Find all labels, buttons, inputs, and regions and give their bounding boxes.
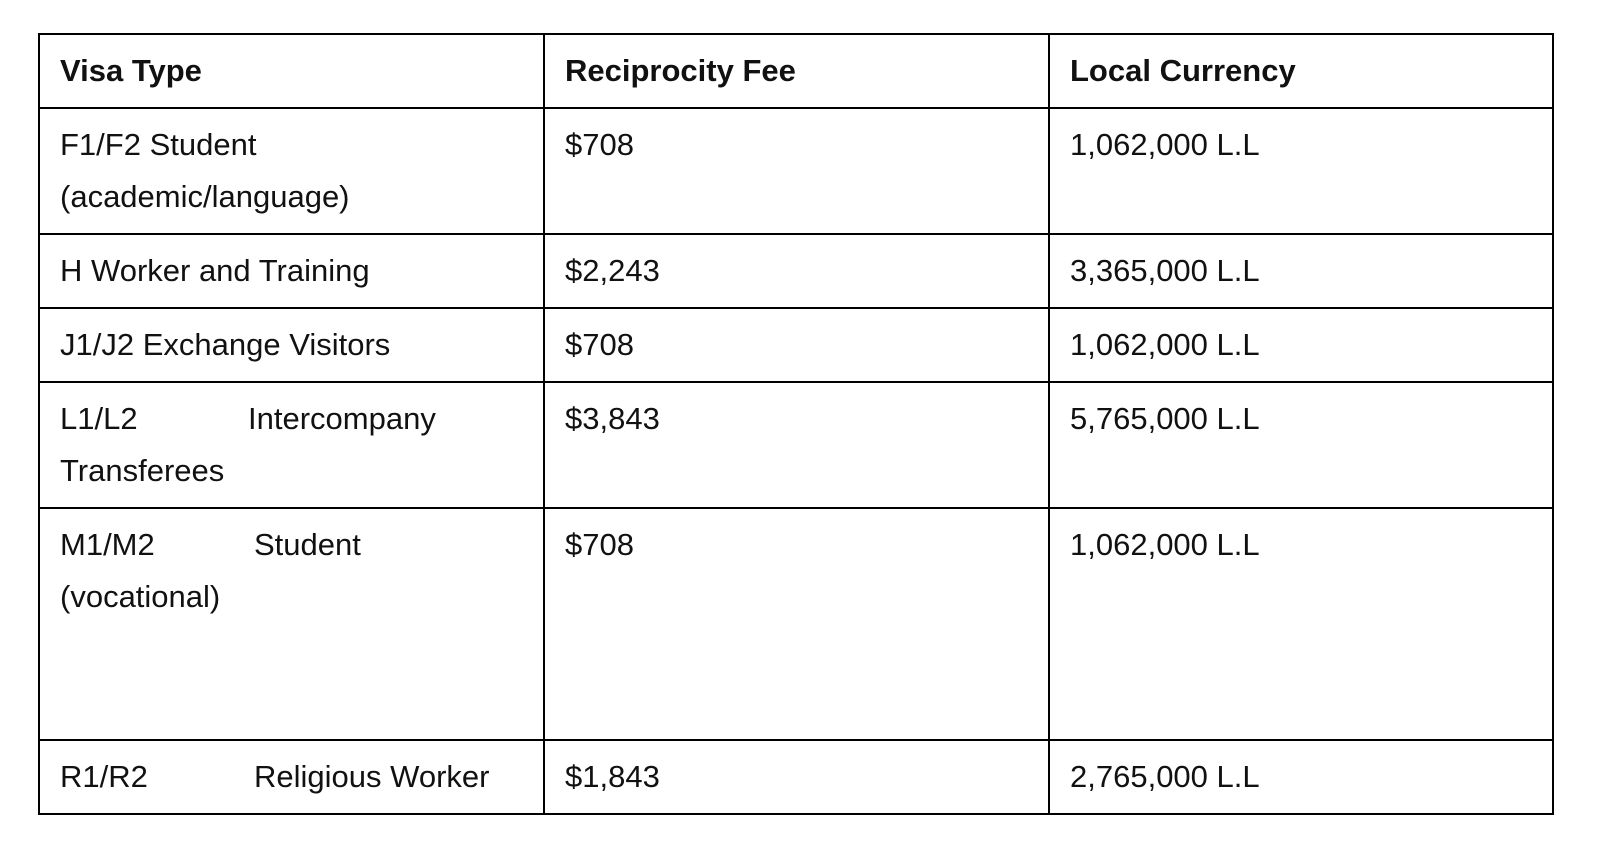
table-row [39, 508, 1553, 740]
reciprocity-fee-cell: $708 [544, 108, 1049, 234]
visa-description: Religious Worker [254, 759, 490, 794]
visa-type-line1 [60, 393, 523, 445]
reciprocity-fee-cell: $3,843 [544, 382, 1049, 508]
visa-fee-table [38, 33, 1554, 815]
local-currency-cell: 5,765,000 L.L [1049, 382, 1553, 508]
visa-type-cell [39, 382, 544, 508]
header-local-currency: Local Currency [1049, 34, 1553, 108]
visa-type-line1: F1/F2 Student [60, 127, 257, 162]
local-currency-cell: 1,062,000 L.L [1049, 108, 1553, 234]
visa-type-line1: H Worker and Training [60, 253, 370, 288]
visa-description: Intercompany [248, 401, 436, 436]
table-row [39, 234, 1553, 308]
reciprocity-fee-cell: $708 [544, 308, 1049, 382]
visa-type-line1: J1/J2 Exchange Visitors [60, 327, 391, 362]
table-row [39, 382, 1553, 508]
reciprocity-fee-cell: $1,843 [544, 740, 1049, 814]
visa-type-line1 [60, 751, 523, 803]
local-currency-cell: 1,062,000 L.L [1049, 308, 1553, 382]
table-header-row [39, 34, 1553, 108]
visa-type-line2: (academic/language) [60, 179, 350, 214]
visa-type-line2: Transferees [60, 453, 225, 488]
reciprocity-fee-cell: $2,243 [544, 234, 1049, 308]
visa-type-line2: (vocational) [60, 579, 221, 614]
table-row [39, 740, 1553, 814]
visa-type-cell [39, 308, 544, 382]
header-reciprocity-fee: Reciprocity Fee [544, 34, 1049, 108]
local-currency-cell: 2,765,000 L.L [1049, 740, 1553, 814]
reciprocity-fee-cell: $708 [544, 508, 1049, 740]
visa-code: M1/M2 [60, 527, 155, 562]
table-row [39, 108, 1553, 234]
visa-type-line1 [60, 519, 523, 571]
local-currency-cell: 3,365,000 L.L [1049, 234, 1553, 308]
visa-description: Student [254, 527, 361, 562]
visa-type-cell [39, 108, 544, 234]
visa-code: R1/R2 [60, 759, 148, 794]
visa-type-cell [39, 234, 544, 308]
visa-type-cell [39, 508, 544, 740]
local-currency-cell: 1,062,000 L.L [1049, 508, 1553, 740]
table-row [39, 308, 1553, 382]
visa-type-cell [39, 740, 544, 814]
visa-code: L1/L2 [60, 401, 138, 436]
header-visa-type: Visa Type [39, 34, 544, 108]
